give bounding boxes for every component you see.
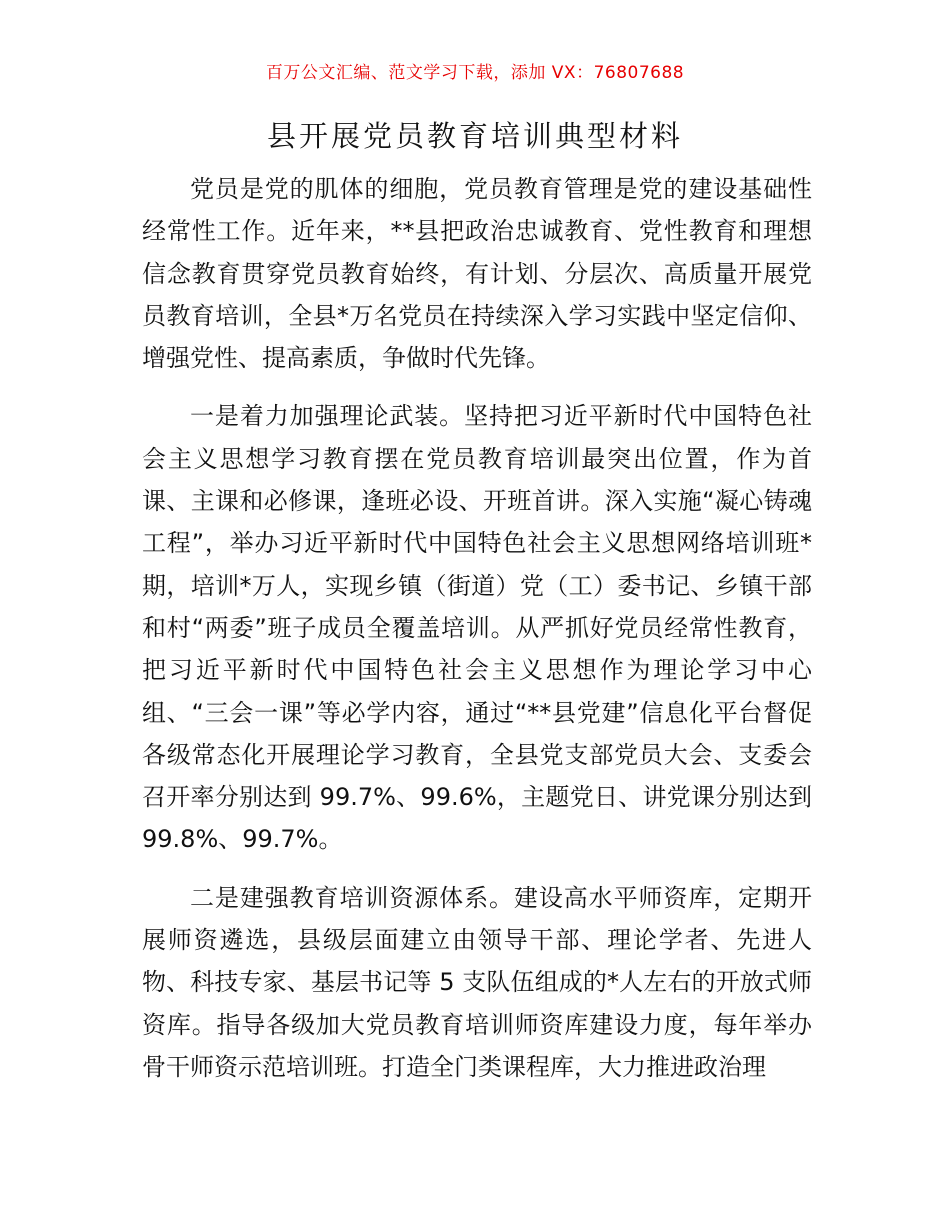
paragraph-resources: 二是建强教育培训资源体系。建设高水平师资库，定期开展师资遴选，县级层面建立由领导干部、理论学者、先进人物、科技专家、基层书记等 5 支队伍组成的*人左右的开放式师资库。指导各级加大党员教育培训师资库建设力度，每年举办骨干师资示范培训班。打造全门类课程库，大力推进政治理	[142, 883, 812, 1081]
document-title: 县开展党员教育培训典型材料	[266, 119, 683, 153]
paragraph-intro: 党员是党的肌体的细胞，党员教育管理是党的建设基础性经常性工作。近年来，**县把政治忠诚教育、党性教育和理想信念教育贯穿党员教育始终，有计划、分层次、高质量开展党员教育培训，全县*万名党员在持续深入学习实践中坚定信仰、增强党性、提高素质，争做时代先锋。	[142, 175, 812, 373]
paragraph-theory: 一是着力加强理论武装。坚持把习近平新时代中国特色社会主义思想学习教育摆在党员教育培训最突出位置，作为首课、主课和必修课，逢班必设、开班首讲。深入实施“凝心铸魂工程”，举办习近平新时代中国特色社会主义思想网络培训班*期，培训*万人，实现乡镇（街道）党（工）委书记、乡镇干部和村“两委”班子成员全覆盖培训。从严抓好党员经常性教育，把习近平新时代中国特色社会主义思想作为理论学习中心组、“三会一课”等必学内容，通过“**县党建”信息化平台督促各级常态化开展理论学习教育，全县党支部党员大会、支委会召开率分别达到 99.7%、99.6%，主题党日、讲党课分别达到 99.8%、99.7%。	[142, 402, 812, 854]
document-body	[142, 168, 812, 1104]
header-watermark-note: 百万公文汇编、范文学习下载，添加 VX：76807688	[265, 63, 685, 83]
